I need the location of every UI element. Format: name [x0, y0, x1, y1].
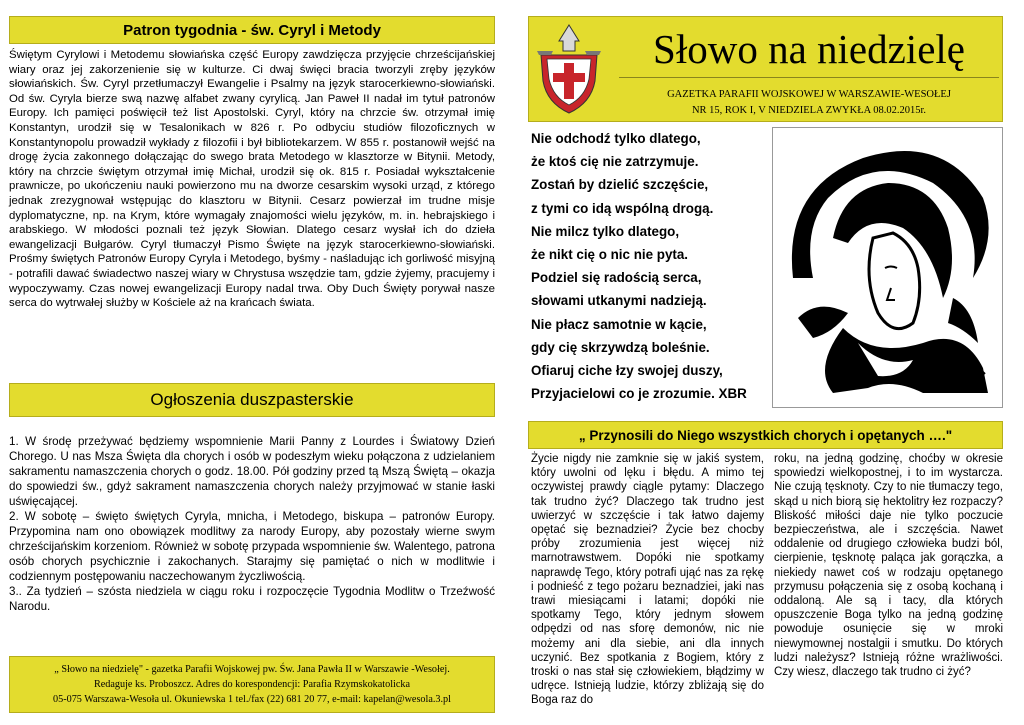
ogloszenia-list — [9, 434, 495, 614]
footer-line-1: „ Słowo na niedzielę" - gazetka Parafii Wojskowej pw. Św. Jana Pawła II w Warszawie -Wesołej. — [54, 664, 450, 675]
newspaper-title: Słowo na niedzielę — [653, 26, 965, 72]
masthead-subtitle-2: NR 15, ROK I, V NIEDZIELA ZWYKŁA 08.02.2015r. — [691, 105, 927, 116]
ogloszenie-item-1: 1. W środę przeżywać będziemy wspomnienie Marii Panny z Lourdes i Światowy Dzień Chorego. U nas Msza Święta dla chorych i osób w podeszłym wieku połączona z udzielaniem sakramentu namaszczenia chorych o godz. 18.00. Pół godziny przed tą Mszą Świętą – okazja do spowiedzi św., gdyż sakrament namaszczenia chorych należy przyjmować w stanie łaski uświęcającej. — [9, 435, 495, 508]
footer-line-2: Redaguje ks. Proboszcz. Adres do korespondencji: Parafia Rzymskokatolicka — [93, 679, 411, 690]
poem-line: Nie płacz samotnie w kącie, — [531, 316, 707, 332]
gospel-text-2: roku, na jedną godzinę, choćby w okresie spowiedzi wielkopostnej, i to im wystarcza. Nie czują tęsknoty. Czy to nie tłumaczy tego, skąd u nich biorą się hektolitry łez rozpaczy? Bliskość miłości daje nie tylko poczucie bezpieczeństwa, ale i szczęścia. Nawet oddalenie od drugiego człowieka budzi ból, cierpienie, tęsknotę paląca jak gorączka, a niekiedy nawet coś w rodzaju opętanego przymusu połączenia się z osobą kochaną i oddaloną. Ale są i tacy, dla których opuszczenie Boga tylko na jedną godzinę powoduje osunięcie się w mroki niewymownej nostalgii i smutku. Do których ludzi należysz? Istnieją różne wrażliwości. Czy wiesz, dlaczego tak trudno ci żyć? — [774, 453, 1003, 679]
footer-line-3: 05-075 Warszawa-Wesoła ul. Okuniewska 1 tel./fax (22) 681 20 77, e-mail: kapelan@wesola.3.pl — [53, 694, 451, 705]
patron-paragraph: Świętym Cyrylowi i Metodemu słowiańska część Europy zawdzięcza przyjęcie chrześcijańskiej wiary oraz jej zakorzenienie się w kulturze. Ci dwaj święci bracia tworzyli zręby języków słowiańskich. Św. Cyryl przetłumaczył Ewangelie i Psalmy na język starocerkiewno-słowiański. Od św. Cyryla bierze swą nazwę alfabet zwany cyrylicą. Jan Paweł II nadał im tytuł patronów Europy. Ich pamięci poświęcił też list Apostolski. Cyryl, który na chrzcie św. otrzymał imię Konstantyn, urodził się w Tesalonikach w 826 r. Po odbyciu studiów filozoficznych w Konstantynopolu prowadził wykłady z filozofii i był bibliotekarzem. W 855 r. postanowił wejść na drogę życia zakonnego dołączając do swego brata Metodego w klasztorze w Bitynii. Metody, który na chrzcie świętym otrzymał imię Michał, urodził się ok. 815 r. Posiadał wykształcenie prawnicze, po ukończeniu nauki powierzono mu na dworze cesarskim wysoki urząd, z którego jednak zrezygnował wstępując do klasztoru w Bitynii. Cesarz powierzał im trudne misje dyplomatyczne, np. na Krym, które wymagały znajomości wielu języków, m. in. hebrajskiego i arabskiego. W młodości poznali też język Słowian. Dlatego cesarz wysłał ich do dzieła ewangelizacji Bułgarów. Cyryl tłumaczył Pismo Święte na język starocerkiewno-słowiański. Prośmy świętych Patronów Europy Cyryla i Metodego, byśmy - naśladując ich gorliwość misyjną - potrafili dawać świadectwo naszej wiary w Chrystusa wszędzie tam, gdzie żyjemy, pracujemy i wypoczywamy. Czas nowej ewangelizacji Europy nadal trwa. Oby Duch Święty porywał nasze serca do wytrwałej służby w Kościele aż na krańcach świata. — [9, 49, 495, 310]
poem-line: że nikt cię o nic nie pyta. — [531, 247, 689, 263]
ogloszenia-title: Ogłoszenia duszpasterskie — [150, 390, 354, 409]
poem-line: Przyjacielowi co je zrozumie. XBR — [531, 386, 747, 402]
poem-line: gdy cię skrzywdzą boleśnie. — [531, 339, 710, 355]
masthead-subtitle-1: GAZETKA PARAFII WOJSKOWEJ W WARSZAWIE-WESOŁEJ — [667, 89, 951, 100]
gospel-title: „ Przynosili do Niego wszystkich chorych i opętanych …." — [578, 427, 953, 443]
masthead-divider — [619, 77, 999, 78]
poem-line: że ktoś cię nie zatrzymuje. — [531, 154, 699, 170]
poem-line: Ofiaruj ciche łzy swojej duszy, — [531, 363, 723, 379]
masthead — [528, 16, 1003, 122]
poem-line: z tymi co idą wspólną drogą. — [531, 200, 714, 216]
gospel-title-bar — [528, 421, 1003, 449]
gospel-text-1: Życie nigdy nie zamknie się w jakiś system, który uwolni od lęku i błędu. A mimo tej oczywistej prawdy ciągle pytamy: Dlaczego tak trudno żyć? Dlaczego tak trudno jest uwierzyć w szczęście i tak łatwo dajemy opętać się beznadziei? Życie bez chocby próby zrozumienia jest więcej niż marnotrawstwem. Dopóki nie spotkamy naprawdę Tego, który potrafi ująć nas za rękę i podnieść z tego pożaru beznadziei, jaki nas trawi miesiącami i latami; dopóki nie spotkamy Tego, który jednym słowem odpędzi od nas sforę demonów, nic nie możemy ani dla siebie, ani dla innych uczynić. Bez spotkania z Bogiem, który z troski o nas stał się człowiekiem, błądzimy w udręce. Istnieją ludzie, którzy zbliżają się do Boga raz do — [531, 453, 764, 707]
poem-line: Podziel się radością serca, — [531, 270, 702, 286]
patron-title-bar — [9, 16, 495, 44]
poem-line: Zostań by dzielić szczęście, — [531, 177, 709, 193]
ogloszenie-item-3: 3.. Za tydzień – szósta niedziela w ciągu roku i rozpoczęcie Tygodnia Modlitw o Trzeźwość Narodu. — [9, 585, 495, 613]
poem — [531, 127, 771, 405]
poem-line: Nie odchodź tylko dlatego, — [531, 131, 701, 146]
poem-line: słowami utkanymi nadzieją. — [531, 293, 707, 309]
ogloszenie-item-2: 2. W sobotę – święto świętych Cyryla, mnicha, i Metodego, biskupa – patronów Europy. Przypomina nam ono obowiązek modlitwy za narody Europy, aby pozostały wierne swym chrześcijańskim korzeniom. Również w sobotę przypada wspomnienie św. Walentego, patrona osób chorych psychicznie i zakochanych. Starajmy się pamiętać o nich w modlitwie i codziennym postępowaniu naczechowanym życzliwością. — [9, 510, 495, 583]
madonna-illustration-icon — [772, 127, 1003, 408]
patron-text — [9, 48, 495, 311]
gospel-column-1 — [531, 452, 764, 708]
gospel-column-2 — [774, 452, 1003, 679]
military-cross-emblem-icon — [533, 21, 605, 117]
patron-title: Patron tygodnia - św. Cyryl i Metody — [123, 21, 381, 39]
footer-box — [9, 656, 495, 713]
ogloszenia-title-bar — [9, 383, 495, 417]
poem-line: Nie milcz tylko dlatego, — [531, 223, 680, 239]
